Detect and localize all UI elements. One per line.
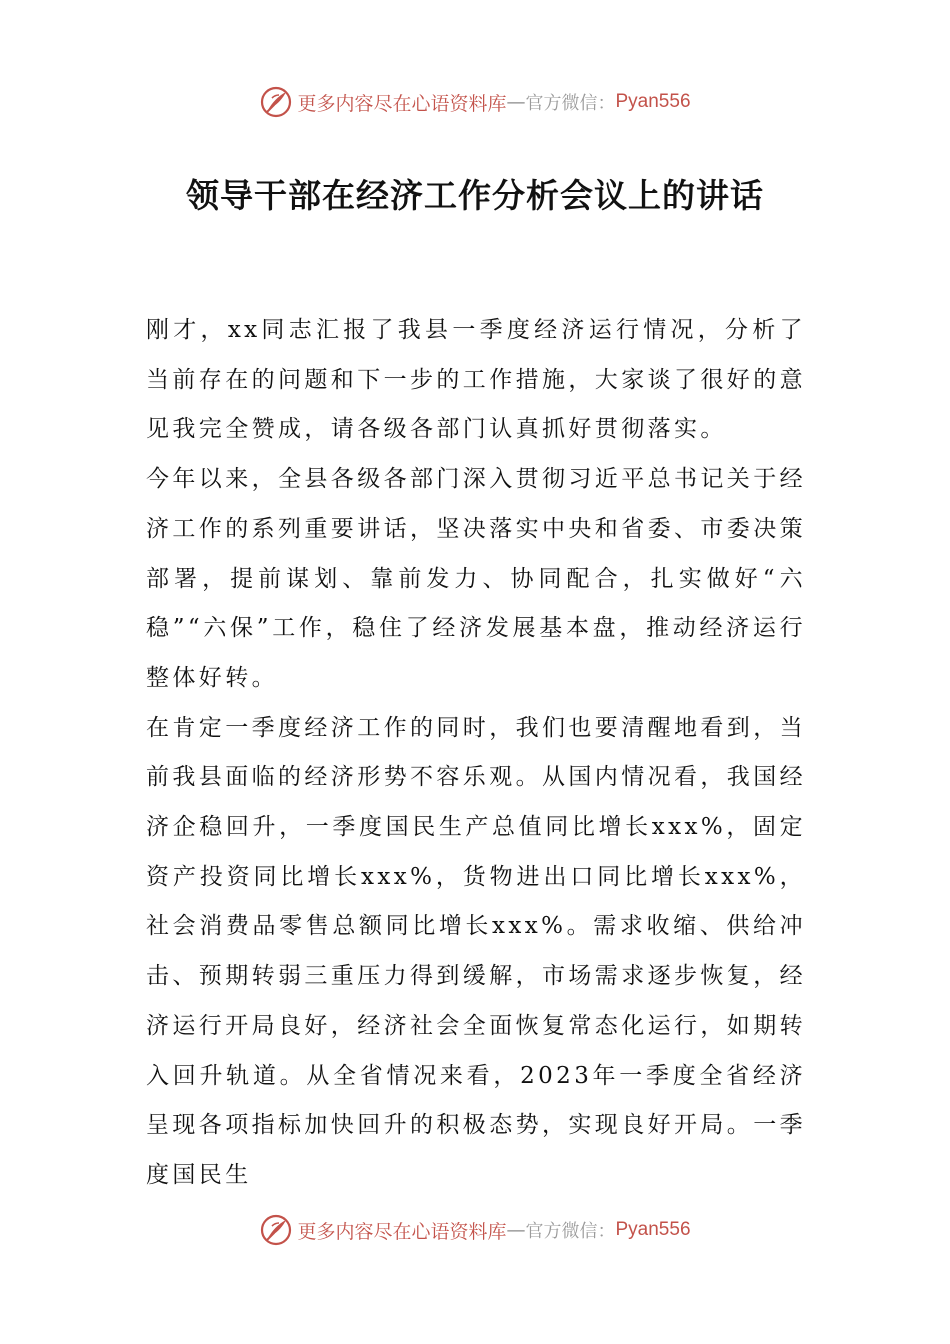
feather-pen-logo-icon	[259, 85, 293, 119]
body-paragraph-2: 今年以来，全县各级各部门深入贯彻习近平总书记关于经济工作的系列重要讲话，坚决落实中央和省委、市委决策部署，提前谋划、靠前发力、协同配合，扎实做好“六稳”“六保”工作，稳住了经济发展基本盘，推动经济运行整体好转。	[146, 466, 806, 691]
banner-slogan: 更多内容尽在心语资料库	[297, 92, 507, 115]
banner-slogan: 更多内容尽在心语资料库	[297, 1220, 507, 1243]
footer-watermark-banner	[0, 1210, 950, 1250]
banner-wechat-id: Pyan556	[615, 1219, 691, 1240]
document-title: 领导干部在经济工作分析会议上的讲话	[186, 176, 764, 215]
body-paragraph-3: 在肯定一季度经济工作的同时，我们也要清醒地看到，当前我县面临的经济形势不容乐观。从国内情况看，我国经济企稳回升，一季度国民生产总值同比增长xxx%，固定资产投资同比增长xxx%，货物进出口同比增长xxx%，社会消费品零售总额同比增长xxx%。需求收缩、供给冲击、预期转弱三重压力得到缓解，市场需求逐步恢复，经济运行开局良好，经济社会全面恢复常态化运行，如期转入回升轨道。从全省情况来看，2023年一季度全省经济呈现各项指标加快回升的积极态势，实现良好开局。一季度国民生	[146, 714, 806, 1188]
banner-separator: —	[506, 91, 526, 113]
header-watermark-banner	[0, 82, 950, 122]
banner-wechat-label: 官方微信：	[525, 1221, 616, 1242]
banner-separator: —	[506, 1219, 526, 1241]
document-body	[146, 306, 806, 1201]
banner-wechat-id: Pyan556	[615, 91, 691, 112]
body-paragraph-1: 刚才，xx同志汇报了我县一季度经济运行情况，分析了当前存在的问题和下一步的工作措施，大家谈了很好的意见我完全赞成，请各级各部门认真抓好贯彻落实。	[146, 317, 806, 443]
feather-pen-logo-icon	[259, 1213, 293, 1247]
banner-wechat-label: 官方微信：	[525, 93, 616, 114]
